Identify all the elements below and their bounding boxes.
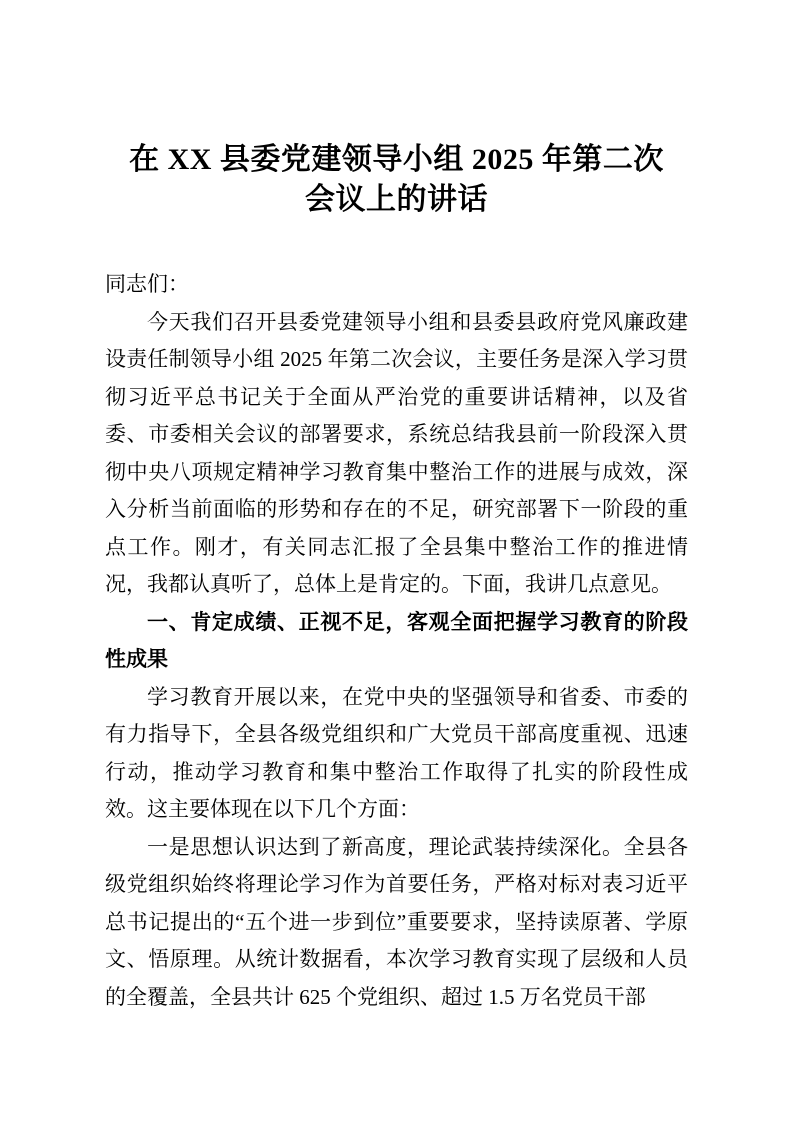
document-title xyxy=(105,140,688,220)
document-title-line-2: 会议上的讲话 xyxy=(305,183,488,216)
body-paragraph: 今天我们召开县委党建领导小组和县委县政府党风廉政建设责任制领导小组 2025 年第二次会议，主要任务是深入学习贯彻习近平总书记关于全面从严治党的重要讲话精神，以及省委、市委相关会议的部署要求，系统总结我县前一阶段深入贯彻中央八项规定精神学习教育集中整治工作的进展与成效，深入分析当前面临的形势和存在的不足，研究部署下一阶段的重点工作。刚才，有关同志汇报了全县集中整治工作的推进情况，我都认真听了，总体上是肯定的。下面，我讲几点意见。 xyxy=(105,309,688,596)
body-paragraph: 一是思想认识达到了新高度，理论武装持续深化。全县各级党组织始终将理论学习作为首要任务，严格对标对表习近平总书记提出的“五个进一步到位”重要要求，坚持读原著、学原文、悟原理。从统计数据看，本次学习教育实现了层级和人员的全覆盖，全县共计 625 个党组织、超过 1.5 万名党员干部 xyxy=(105,834,688,1009)
document-title-line-1: 在 XX 县委党建领导小组 2025 年第二次 xyxy=(129,143,664,176)
salutation-line: 同志们： xyxy=(105,272,189,296)
section-heading: 一、肯定成绩、正视不足，客观全面把握学习教育的阶段性成果 xyxy=(105,609,688,671)
document-body xyxy=(105,266,688,1016)
body-paragraph: 学习教育开展以来，在党中央的坚强领导和省委、市委的有力指导下，全县各级党组织和广大党员干部高度重视、迅速行动，推动学习教育和集中整治工作取得了扎实的阶段性成效。这主要体现在以下几个方面： xyxy=(105,684,688,821)
